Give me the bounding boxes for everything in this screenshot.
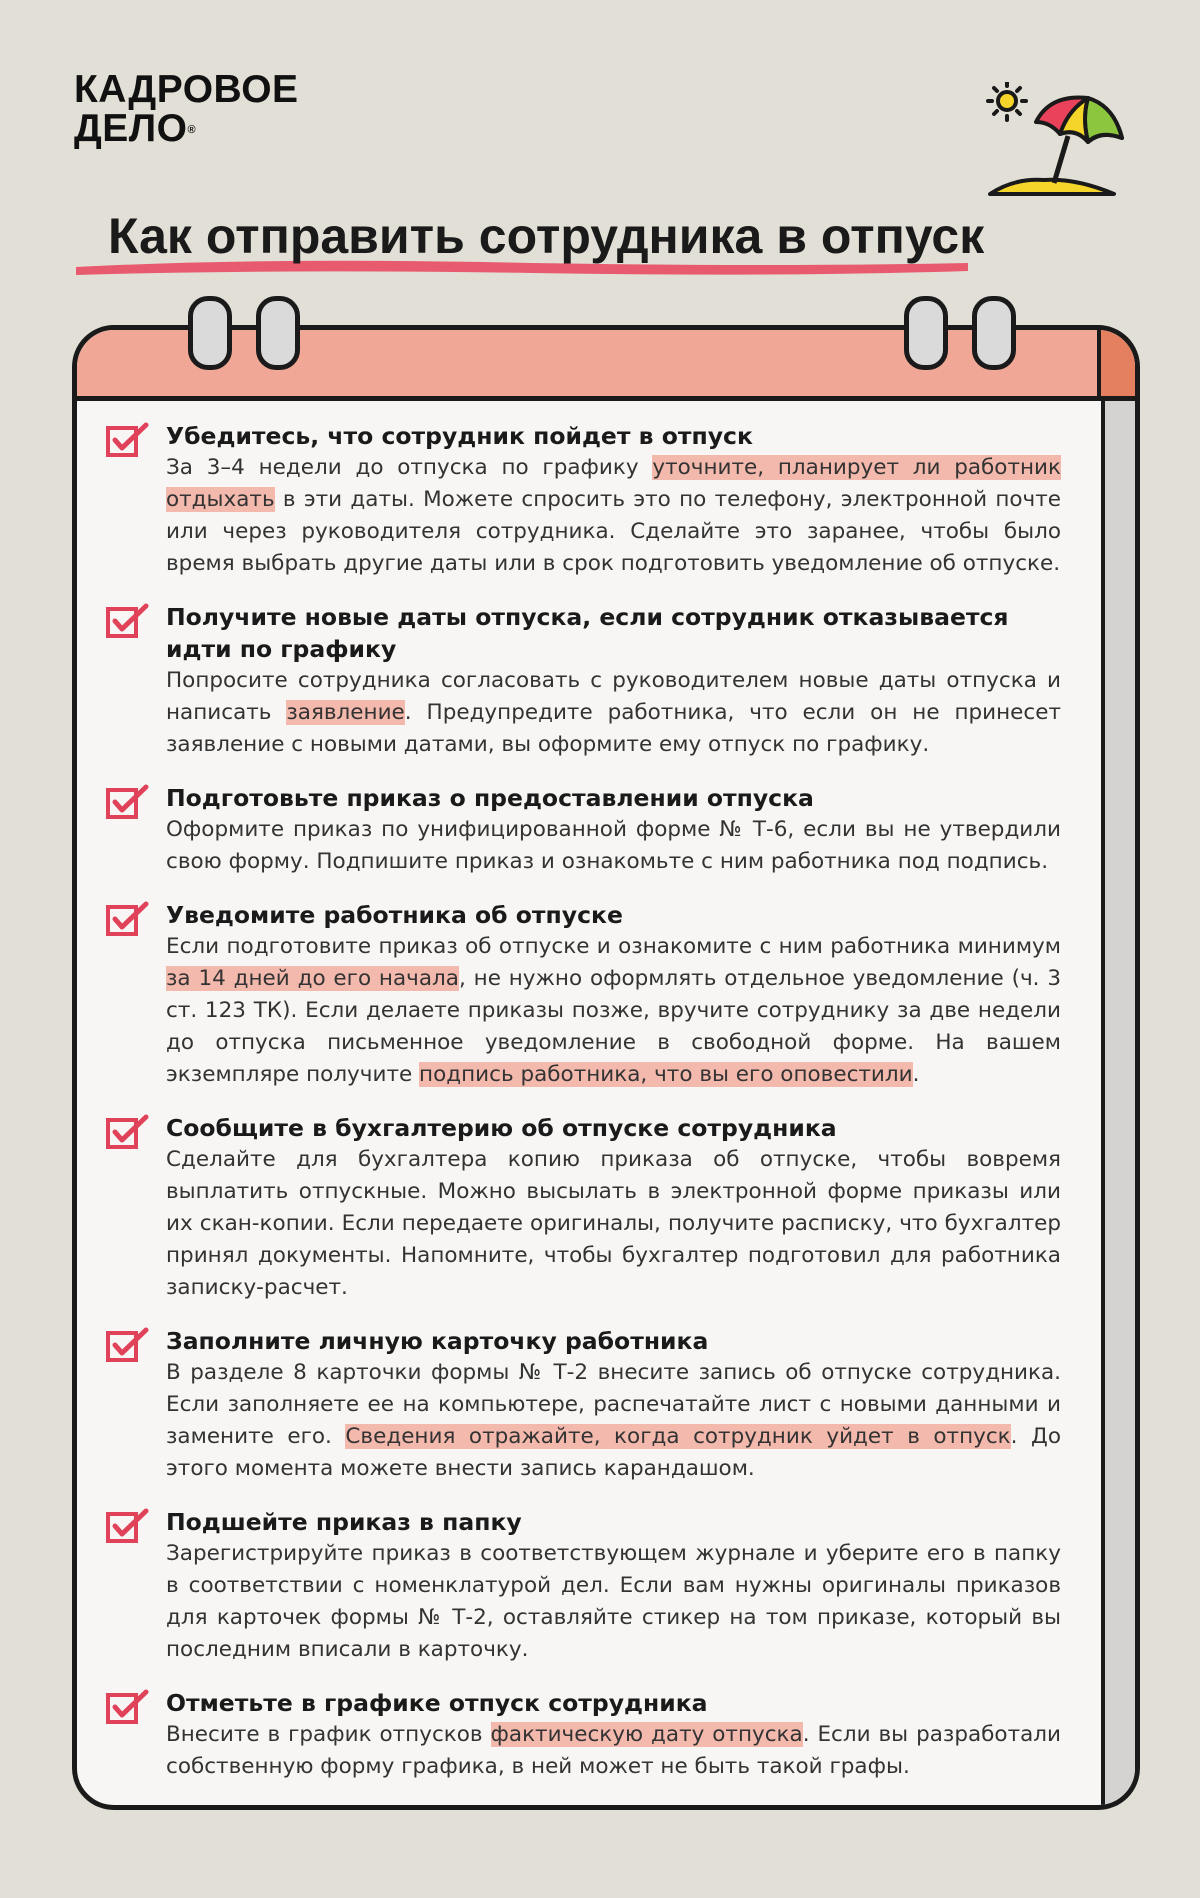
item-title: Подготовьте приказ о предоставлении отпуска [166,784,814,812]
highlight: фактическую дату отпуска [490,1722,803,1747]
text-part: Зарегистрируйте приказ в соответствующем журнале и уберите его в папку в соответствии с номенклатурой дел. Если вам нужны оригиналы приказов для карточек формы № Т-2, оставляйте стикер на том приказе, который вы последним вписали в карточку. [166,1541,1061,1662]
binder-ring [188,296,232,370]
checklist [106,420,1061,1804]
card-header-edge [1097,330,1135,396]
binder-ring [972,296,1016,370]
item-text [166,665,1061,761]
item-text [166,1538,1061,1666]
checkbox-checked-icon [106,422,150,458]
checklist-item [106,420,1061,580]
item-text [166,1719,1061,1783]
checkbox-checked-icon [106,901,150,937]
checklist-item [106,782,1061,878]
item-text [166,931,1061,1091]
item-title: Получите новые даты отпуска, если сотрудник отказывается идти по графику [166,603,1009,663]
highlight: заявление [286,700,405,725]
highlight: уточните, планирует ли работник отдыхать [166,455,1062,512]
checkbox-checked-icon [106,1689,150,1725]
text-part: Внесите в график отпусков [166,1722,491,1747]
text-part: Попросите сотрудника согласовать с руководителем новые даты отпуска и написать [166,668,1061,725]
logo [74,70,299,148]
text-part: . Если вы разработали собственную форму графика, в ней может не быть такой графы. [166,1722,1061,1779]
text-part: . [912,1062,920,1087]
registered-mark: ® [187,124,197,136]
checklist-item [106,899,1061,1091]
binder-ring [904,296,948,370]
highlight: за 14 дней до его начала [166,966,459,991]
text-part: Оформите приказ по унифицированной форме № Т-6, если вы не утвердили свою форму. Подпишите приказ и ознакомьте с ним работника под подпись. [166,817,1061,874]
item-text [166,1357,1061,1485]
beach-umbrella-icon [984,82,1134,202]
logo-line-2-text: ДЕЛО [74,107,188,150]
item-title: Подшейте приказ в папку [166,1508,522,1536]
item-title: Убедитесь, что сотрудник пойдет в отпуск [166,422,753,450]
logo-line-2 [74,109,299,148]
checkbox-checked-icon [106,1508,150,1544]
text-part: Если подготовите приказ об отпуске и ознакомите с ним работника минимум [166,934,1061,959]
item-title: Уведомите работника об отпуске [166,901,623,929]
highlight: Сведения отражайте, когда сотрудник уйдет в отпуск [345,1424,1011,1449]
text-part: в эти даты. Можете спросить это по телефону, электронной почте или через руководителя сотрудника. Сделайте это заранее, чтобы было время выбрать другие даты или в срок подготовить уведомление об отпуске. [166,487,1061,576]
checklist-item [106,601,1061,761]
checklist-item [106,1687,1061,1783]
text-part: , не нужно оформлять отдельное уведомление (ч. 3 ст. 123 ТК). Если делаете приказы позже, вручите сотруднику за две недели до отпуска письменное уведомление в свободной форме. На вашем экземпляре получите [166,966,1062,1087]
item-text [166,1144,1061,1304]
text-part: . Предупредите работника, что если он не принесет заявление с новыми датами, вы оформите ему отпуск по графику. [166,700,1061,757]
text-part: За 3–4 недели до отпуска по графику [166,455,653,480]
card-page-edge [1101,330,1135,1805]
item-text [166,452,1061,580]
item-title: Сообщите в бухгалтерию об отпуске сотрудника [166,1114,837,1142]
checkbox-checked-icon [106,603,150,639]
text-part: . До этого момента можете внести запись карандашом. [166,1424,1061,1481]
checkbox-checked-icon [106,1327,150,1363]
text-part: В разделе 8 карточки формы № Т-2 внесите запись об отпуске сотрудника. Если заполняете ее на компьютере, распечатайте лист с новыми данными и замените его. [166,1360,1061,1449]
checklist-item [106,1112,1061,1304]
item-text [166,814,1061,878]
checkbox-checked-icon [106,784,150,820]
item-title: Отметьте в графике отпуск сотрудника [166,1689,708,1717]
page-title: Как отправить сотрудника в отпуск [108,208,985,264]
highlight: подпись работника, что вы его оповестили [419,1062,913,1087]
text-part: Сделайте для бухгалтера копию приказа об отпуске, чтобы вовремя выплатить отпускные. Можно высылать в электронной форме приказы или их скан-копии. Если передаете оригиналы, получите расписку, что бухгалтер принял документы. Напомните, чтобы бухгалтер подготовил для работника записку-расчет. [166,1147,1061,1300]
item-title: Заполните личную карточку работника [166,1327,709,1355]
checklist-item [106,1325,1061,1485]
checklist-item [106,1506,1061,1666]
binder-ring [256,296,300,370]
checkbox-checked-icon [106,1114,150,1150]
logo-line-1: КАДРОВОЕ [74,68,299,111]
